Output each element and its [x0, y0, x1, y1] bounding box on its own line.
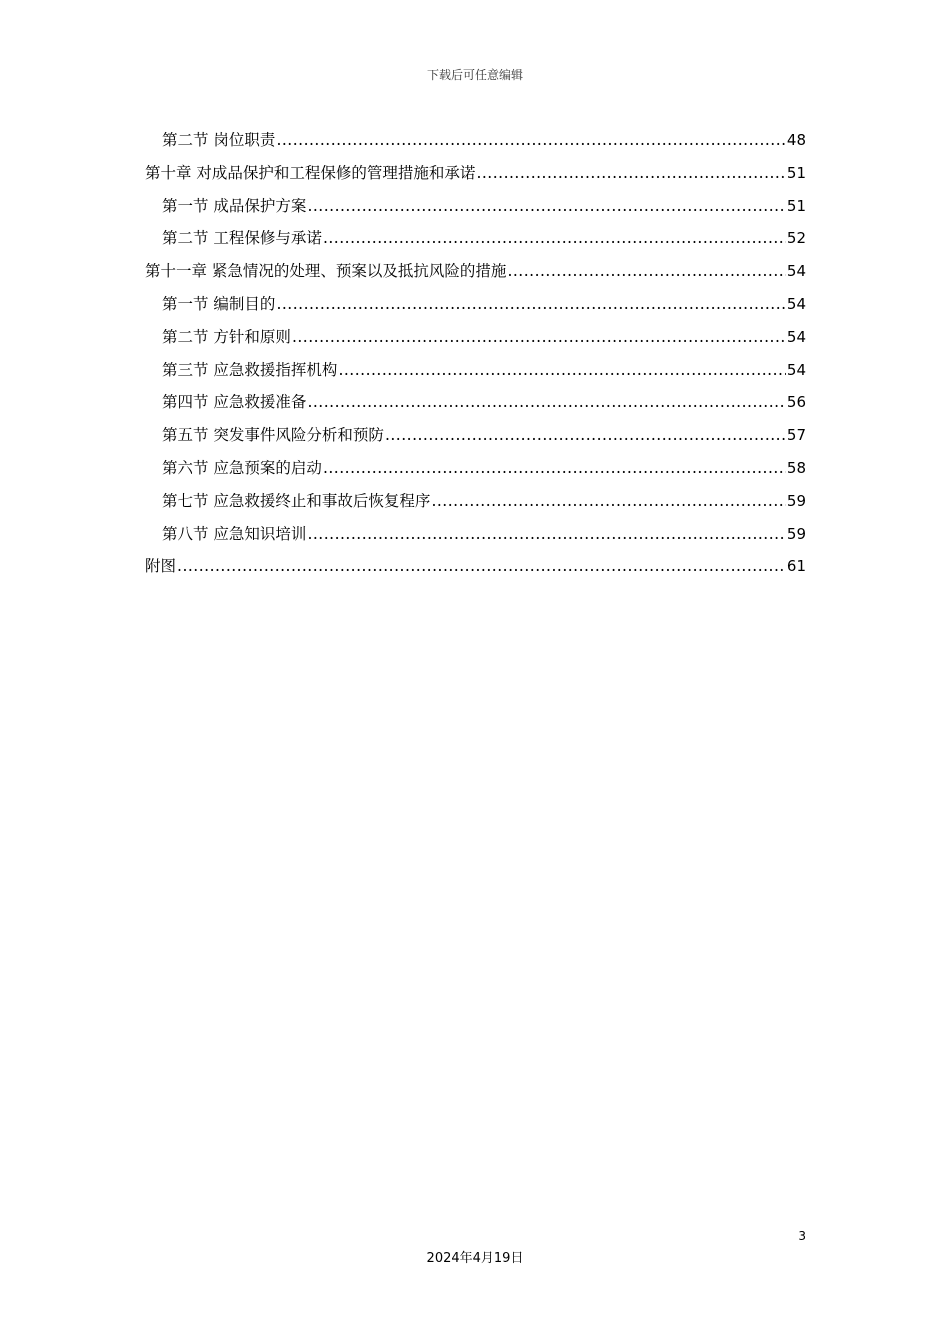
toc-entry[interactable] — [145, 354, 806, 387]
toc-entry-page: 52 — [786, 229, 806, 248]
toc-entry-page: 59 — [786, 524, 806, 543]
toc-entry-title: 第十章 对成品保护和工程保修的管理措施和承诺 — [145, 163, 476, 182]
toc-leader-dots — [507, 255, 785, 288]
toc-entry[interactable] — [145, 419, 806, 452]
page-number: 3 — [798, 1229, 806, 1243]
toc-leader-dots — [323, 452, 786, 485]
toc-entry-title: 第二节 岗位职责 — [162, 131, 276, 149]
toc-entry-title: 第二节 工程保修与承诺 — [162, 229, 322, 248]
toc-entry[interactable] — [145, 190, 806, 223]
toc-entry-page: 54 — [786, 327, 806, 346]
toc-leader-dots — [431, 485, 785, 518]
table-of-contents — [145, 124, 806, 583]
toc-entry[interactable] — [145, 485, 806, 518]
toc-entry-title: 第八节 应急知识培训 — [162, 524, 307, 543]
toc-entry[interactable] — [145, 157, 806, 190]
toc-entry-title: 第一节 成品保护方案 — [162, 196, 307, 215]
toc-entry-page: 54 — [786, 360, 806, 379]
toc-leader-dots — [276, 288, 785, 321]
toc-entry[interactable] — [145, 386, 806, 419]
toc-entry-title: 第五节 突发事件风险分析和预防 — [162, 426, 384, 445]
toc-entry-page: 48 — [786, 131, 806, 149]
footer-date: 2024年4月19日 — [426, 1251, 524, 1266]
toc-leader-dots — [385, 419, 786, 452]
toc-leader-dots — [292, 321, 786, 354]
toc-leader-dots — [307, 190, 785, 223]
toc-entry[interactable] — [145, 321, 806, 354]
toc-leader-dots — [276, 124, 785, 157]
toc-entry-page: 54 — [786, 262, 806, 281]
toc-leader-dots — [307, 386, 785, 419]
toc-entry-title: 第十一章 紧急情况的处理、预案以及抵抗风险的措施 — [145, 262, 507, 281]
toc-entry[interactable] — [145, 550, 806, 583]
toc-entry[interactable] — [145, 255, 806, 288]
toc-entry-title: 第四节 应急救援准备 — [162, 393, 307, 412]
toc-entry-page: 56 — [786, 393, 806, 412]
toc-leader-dots — [177, 550, 786, 583]
toc-entry-title: 第六节 应急预案的启动 — [162, 458, 322, 477]
toc-leader-dots — [307, 518, 785, 551]
toc-entry-page: 54 — [786, 294, 806, 313]
toc-leader-dots — [338, 354, 785, 387]
toc-entry-page: 61 — [786, 557, 806, 576]
toc-entry-page: 57 — [786, 426, 806, 445]
toc-entry-title: 第三节 应急救援指挥机构 — [162, 360, 338, 379]
toc-entry[interactable] — [145, 124, 806, 157]
header-note: 下载后可任意编辑 — [426, 68, 523, 82]
toc-entry-title: 第七节 应急救援终止和事故后恢复程序 — [162, 491, 431, 510]
toc-leader-dots — [323, 222, 786, 255]
toc-entry-page: 59 — [786, 491, 806, 510]
toc-entry-page: 51 — [786, 196, 806, 215]
toc-entry-page: 58 — [786, 458, 806, 477]
toc-entry[interactable] — [145, 518, 806, 551]
toc-entry[interactable] — [145, 452, 806, 485]
toc-entry-title: 第一节 编制目的 — [162, 294, 276, 313]
toc-entry[interactable] — [145, 288, 806, 321]
toc-entry-title: 附图 — [145, 557, 177, 576]
toc-entry[interactable] — [145, 222, 806, 255]
toc-entry-title: 第二节 方针和原则 — [162, 327, 291, 346]
toc-leader-dots — [476, 157, 785, 190]
toc-entry-page: 51 — [786, 163, 806, 182]
